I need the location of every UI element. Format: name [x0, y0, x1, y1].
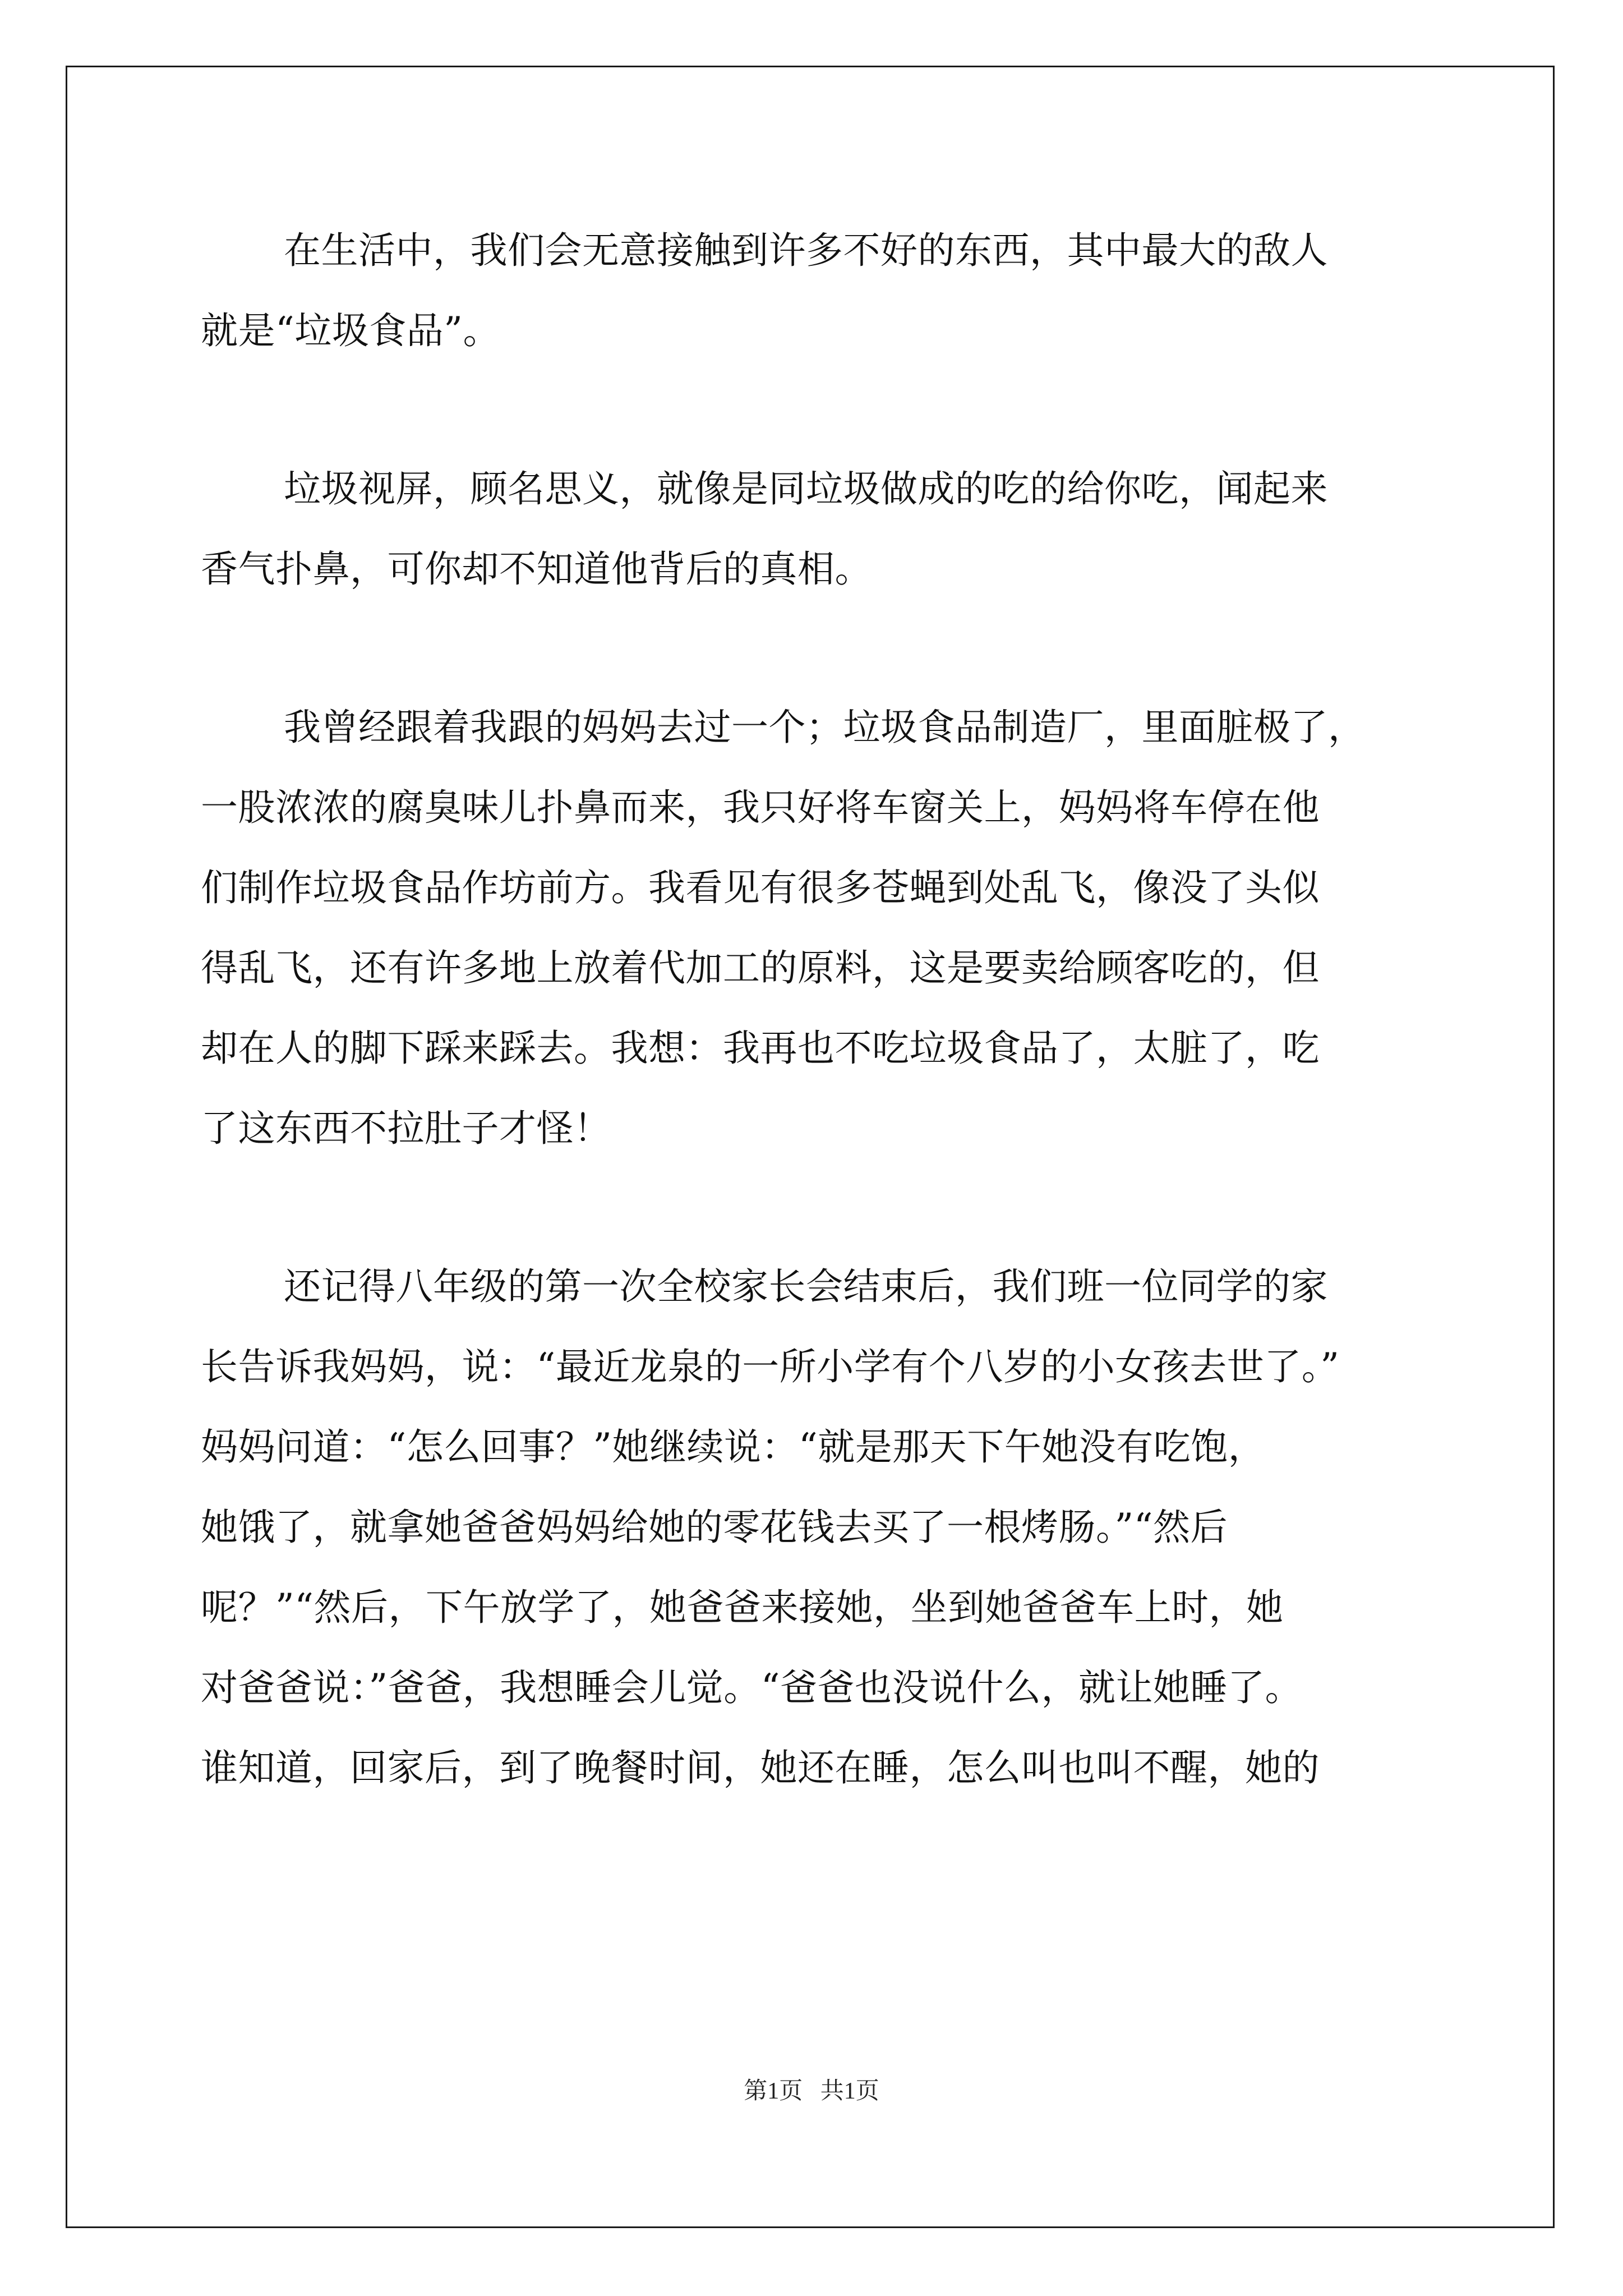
- paragraph-3: [201, 687, 1429, 1168]
- text-line: 们制作垃圾食品作坊前方。我看见有很多苍蝇到处乱飞，像没了头似: [201, 866, 1320, 909]
- text-line: 得乱飞，还有许多地上放着代加工的原料，这是要卖给顾客吃的，但: [201, 946, 1320, 990]
- text-line: 我曾经跟着我跟的妈妈去过一个；垃圾食品制造厂，里面脏极了，: [284, 706, 1366, 749]
- paragraph-1: [201, 210, 1429, 371]
- text-line: 呢？”“然后，下午放学了，她爸爸来接她，坐到她爸爸车上时，她: [201, 1586, 1284, 1629]
- paragraph-2: [201, 449, 1429, 609]
- text-line: 她饿了，就拿她爸爸妈妈给她的零花钱去买了一根烤肠。”“然后: [201, 1506, 1228, 1549]
- text-line: 了这东西不拉肚子才怪！: [201, 1107, 611, 1150]
- text-line: 在生活中，我们会无意接触到许多不好的东西，其中最大的敌人: [284, 229, 1328, 272]
- text-line: 谁知道，回家后，到了晚餐时间，她还在睡，怎么叫也叫不醒，她的: [201, 1746, 1320, 1789]
- text-line: 长告诉我妈妈，说：“最近龙泉的一所小学有个八岁的小女孩去世了。”: [201, 1345, 1340, 1388]
- document-body: [201, 210, 1429, 1808]
- text-line: 一股浓浓的腐臭味儿扑鼻而来，我只好将车窗关上，妈妈将车停在他: [201, 786, 1320, 829]
- page-number: 第1页 共1页: [744, 2078, 879, 2104]
- text-line: 对爸爸说：”爸爸，我想睡会儿觉。“爸爸也没说什么，就让她睡了。: [201, 1666, 1302, 1709]
- text-line: 还记得八年级的第一次全校家长会结束后，我们班一位同学的家: [284, 1265, 1328, 1308]
- page-footer: [0, 2074, 1623, 2108]
- text-line: 就是“垃圾食品”。: [201, 309, 500, 352]
- paragraph-4: [201, 1246, 1429, 1808]
- text-line: 垃圾视屏，顾名思义，就像是同垃圾做成的吃的给你吃，闻起来: [284, 467, 1328, 510]
- text-line: 妈妈问道：“怎么回事？”她继续说：“就是那天下午她没有吃饱，: [201, 1425, 1266, 1469]
- text-line: 香气扑鼻，可你却不知道他背后的真相。: [201, 547, 872, 591]
- text-line: 却在人的脚下踩来踩去。我想：我再也不吃垃圾食品了，太脏了，吃: [201, 1027, 1320, 1070]
